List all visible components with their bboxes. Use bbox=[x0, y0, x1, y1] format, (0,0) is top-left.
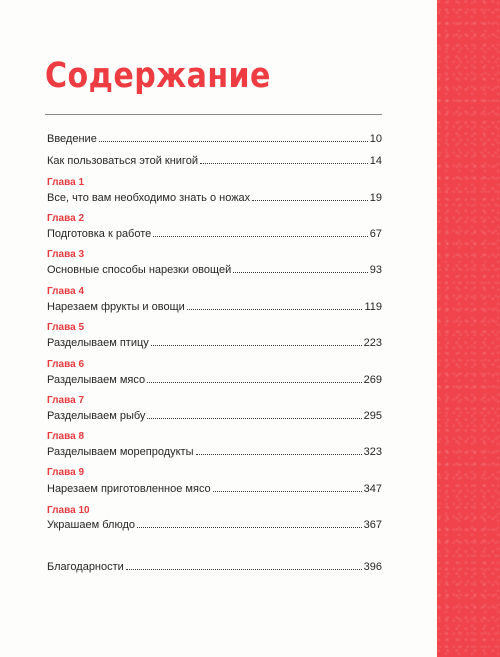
toc-entry-title: Разделываем морепродукты bbox=[47, 446, 194, 458]
toc-page-number: 93 bbox=[369, 264, 382, 276]
toc-page-number: 10 bbox=[369, 133, 382, 145]
chapter-label-1: Глава 1 bbox=[47, 177, 85, 188]
chapter-label-3: Глава 3 bbox=[47, 249, 85, 260]
toc-entry-chapter-8[interactable] bbox=[47, 446, 382, 462]
toc-entry-chapter-3[interactable] bbox=[47, 264, 382, 280]
toc-page-number: 323 bbox=[363, 446, 382, 458]
toc-entry-title: Разделываем рыбу bbox=[47, 410, 146, 422]
chapter-label-2: Глава 2 bbox=[47, 213, 85, 224]
toc-page-number: 347 bbox=[363, 483, 382, 495]
toc-entry-chapter-4[interactable] bbox=[47, 301, 382, 317]
toc-page-number: 295 bbox=[363, 410, 382, 422]
chapter-label-9: Глава 9 bbox=[47, 467, 85, 478]
dot-leader bbox=[233, 264, 368, 273]
toc-entry-title: Благодарности bbox=[47, 561, 124, 573]
page-title: Содержание bbox=[45, 56, 271, 96]
dot-leader bbox=[252, 192, 368, 201]
chapter-label-10: Глава 10 bbox=[47, 505, 90, 516]
toc-entry-title: Нарезаем приготовленное мясо bbox=[47, 483, 211, 495]
toc-entry-title: Разделываем мясо bbox=[47, 374, 146, 386]
dot-leader bbox=[200, 155, 368, 164]
toc-entry-title: Украшаем блюдо bbox=[47, 519, 135, 531]
dot-leader bbox=[187, 301, 363, 310]
toc-entry-title: Разделываем птицу bbox=[47, 337, 149, 349]
toc-page-number: 396 bbox=[363, 561, 382, 573]
toc-entry-chapter-1[interactable] bbox=[47, 192, 382, 208]
title-divider bbox=[45, 114, 382, 115]
toc-page-number: 269 bbox=[363, 374, 382, 386]
toc-page-number: 19 bbox=[369, 192, 382, 204]
chapter-label-6: Глава 6 bbox=[47, 359, 85, 370]
toc-entry-title: Введение bbox=[47, 133, 97, 145]
dot-leader bbox=[126, 561, 362, 570]
toc-entry-chapter-2[interactable] bbox=[47, 228, 382, 244]
dot-leader bbox=[147, 374, 362, 383]
chapter-label-4: Глава 4 bbox=[47, 286, 85, 297]
toc-entry-title: Нарезаем фрукты и овощи bbox=[47, 301, 185, 313]
dot-leader bbox=[213, 483, 362, 492]
toc-page-number: 14 bbox=[369, 155, 382, 167]
toc-entry-chapter-7[interactable] bbox=[47, 410, 382, 426]
chapter-label-5: Глава 5 bbox=[47, 322, 85, 333]
chapter-label-8: Глава 8 bbox=[47, 431, 85, 442]
toc-entry-chapter-5[interactable] bbox=[47, 337, 382, 353]
toc-entry-title: Все, что вам необходимо знать о ножах bbox=[47, 192, 251, 204]
red-side-band bbox=[437, 0, 500, 657]
toc-page-number: 119 bbox=[364, 301, 382, 313]
toc-entry-title: Подготовка к работе bbox=[47, 228, 152, 240]
chapter-label-7: Глава 7 bbox=[47, 395, 85, 406]
toc-entry-chapter-6[interactable] bbox=[47, 374, 382, 390]
dot-leader bbox=[153, 228, 367, 237]
toc-page-number: 67 bbox=[369, 228, 382, 240]
dot-leader bbox=[99, 133, 368, 142]
dot-leader bbox=[151, 337, 362, 346]
toc-entry-title: Как пользоваться этой книгой bbox=[47, 155, 198, 167]
toc-entry-how-to-use[interactable] bbox=[47, 155, 382, 171]
dot-leader bbox=[147, 410, 361, 419]
toc-entry-title: Основные способы нарезки овощей bbox=[47, 264, 232, 276]
toc-entry-chapter-10[interactable] bbox=[47, 519, 382, 535]
toc-entry-acknowledgements[interactable] bbox=[47, 561, 382, 577]
toc-page-number: 367 bbox=[363, 519, 382, 531]
toc-entry-introduction[interactable] bbox=[47, 133, 382, 149]
toc-page-number: 223 bbox=[363, 337, 382, 349]
toc-entry-chapter-9[interactable] bbox=[47, 483, 382, 499]
dot-leader bbox=[196, 446, 362, 455]
dot-leader bbox=[137, 519, 362, 528]
